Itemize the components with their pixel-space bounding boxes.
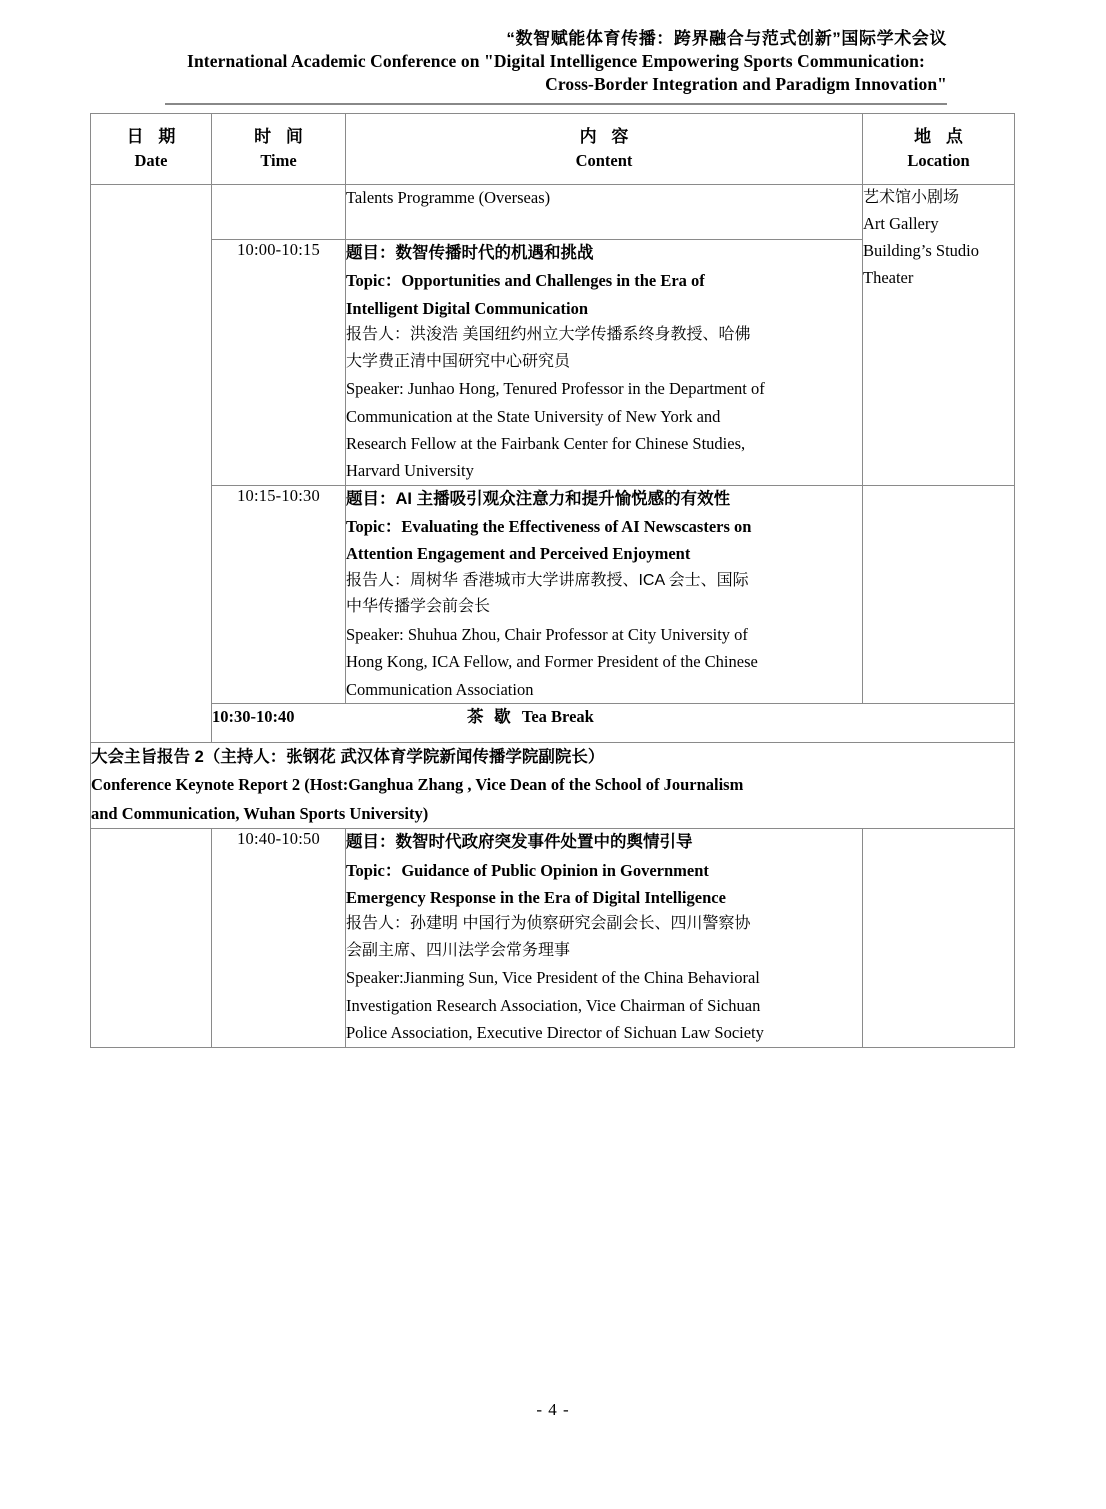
session-1-topic-en-line1: Topic：Opportunities and Challenges in the Era of [346, 271, 705, 291]
session-3-speaker-en-line2: Investigation Research Association, Vice Chairman of Sichuan [346, 995, 761, 1015]
session-3-speaker-cn-line2: 会副主席、四川法学会常务理事 [346, 941, 571, 959]
column-header-content-en: Content [575, 151, 633, 171]
session-1-speaker-en-line2: Communication at the State University of New York and [346, 406, 721, 426]
location-name-en-line3: Theater [863, 267, 914, 287]
conference-schedule-table [90, 113, 1015, 1048]
location-name-en-line1: Art Gallery [863, 214, 939, 234]
conference-title-chinese: “数智赋能体育传播：跨界融合与范式创新”国际学术会议 [506, 29, 947, 48]
column-header-time-en: Time [260, 151, 297, 171]
session-1-speaker-en-line1: Speaker: Junhao Hong, Tenured Professor in the Department of [346, 379, 765, 399]
table-row-tea-break [91, 704, 1015, 743]
keynote-2-line-en1: Conference Keynote Report 2 (Host:Ganghua Zhang , Vice Dean of the School of Journalism [91, 775, 744, 795]
column-header-content [346, 114, 863, 185]
session-1-speaker-en-line4: Harvard University [346, 461, 474, 481]
date-cell-session-3 [91, 829, 212, 1047]
content-cell-session-3 [346, 829, 863, 1047]
session-3-topic-en-line2: Emergency Response in the Era of Digital Intelligence [346, 887, 726, 907]
session-3-speaker-cn-line1: 报告人：孙建明 中国行为侦察研究会副会长、四川警察协 [346, 915, 751, 933]
location-cell-empty-session-3 [863, 829, 1015, 1047]
session-2-speaker-en-line3: Communication Association [346, 679, 534, 699]
content-cell-session-1 [346, 240, 863, 486]
session-2-speaker-en-line2: Hong Kong, ICA Fellow, and Former President of the Chinese [346, 652, 758, 672]
time-cell-session-2: 10:15-10:30 [212, 485, 346, 703]
column-header-time-cn: 时 间 [254, 126, 308, 146]
column-header-location-en: Location [907, 151, 970, 171]
keynote-2-line-cn: 大会主旨报告 2（主持人：张钢花 武汉体育学院新闻传播学院副院长） [91, 748, 605, 767]
session-2-speaker-en-line1: Speaker: Shuhua Zhou, Chair Professor at City University of [346, 624, 748, 644]
column-header-date-en: Date [134, 151, 168, 171]
location-name-cn: 艺术馆小剧场 [863, 189, 960, 206]
session-2-speaker-cn-line2: 中华传播学会前会长 [346, 598, 491, 616]
location-cell [863, 185, 1015, 486]
session-2-title-cn: 题目：AI 主播吸引观众注意力和提升愉悦感的有效性 [346, 489, 731, 508]
page-number: - 4 - [536, 1400, 570, 1419]
table-row-keynote-2-banner [91, 743, 1015, 829]
conference-title-english-line1: International Academic Conference on "Digital Intelligence Empowering Sports Communication: [187, 51, 925, 72]
session-1-title-cn: 题目：数智传播时代的机遇和挑战 [346, 244, 594, 262]
column-header-location-cn: 地 点 [914, 126, 968, 146]
column-header-date-cn: 日 期 [126, 126, 181, 146]
location-name-en-line2: Building’s Studio [863, 240, 979, 260]
tea-break-label-en: Tea Break [521, 707, 594, 727]
tea-break-time: 10:30-10:40 [212, 707, 295, 727]
date-cell [91, 185, 212, 743]
session-1-speaker-cn-line2: 大学费正清中国研究中心研究员 [346, 352, 571, 370]
table-header-row [91, 114, 1015, 185]
content-cell-session-2 [346, 485, 863, 703]
page-header [165, 28, 947, 96]
session-1-topic-en-line2: Intelligent Digital Communication [346, 298, 588, 318]
session-3-topic-en-line1: Topic：Guidance of Public Opinion in Government [346, 860, 709, 880]
time-cell-continuation [212, 185, 346, 240]
tea-break-label-cn: 茶 歇 [467, 708, 514, 727]
location-cell-empty-session-2 [863, 485, 1015, 703]
time-cell-session-1: 10:00-10:15 [212, 240, 346, 486]
header-divider-rule [165, 103, 947, 105]
session-3-speaker-en-line1: Speaker:Jianming Sun, Vice President of the China Behavioral [346, 968, 760, 988]
conference-title-english-line2: Cross-Border Integration and Paradigm Innovation" [545, 73, 947, 94]
column-header-date [91, 114, 212, 185]
table-row-continuation [91, 185, 1015, 240]
column-header-content-cn: 内 容 [579, 126, 634, 146]
talents-programme-text: Talents Programme (Overseas) [346, 188, 551, 207]
page-footer [0, 1400, 1106, 1420]
session-2-topic-en-line2: Attention Engagement and Perceived Enjoyment [346, 544, 691, 564]
time-cell-session-3: 10:40-10:50 [212, 829, 346, 1047]
table-row-session-3 [91, 829, 1015, 1047]
session-3-title-cn: 题目：数智时代政府突发事件处置中的舆情引导 [346, 833, 693, 852]
session-2-speaker-cn-line1: 报告人：周树华 香港城市大学讲席教授、ICA 会士、国际 [346, 571, 749, 589]
session-1-speaker-cn-line1: 报告人：洪浚浩 美国纽约州立大学传播系终身教授、哈佛 [346, 326, 751, 344]
content-cell-continuation [346, 185, 863, 240]
session-2-topic-en-line1: Topic：Evaluating the Effectiveness of AI Newscasters on [346, 517, 752, 537]
keynote-2-line-en2: and Communication, Wuhan Sports University) [91, 803, 429, 823]
tea-break-cell [212, 704, 1015, 743]
session-3-speaker-en-line3: Police Association, Executive Director of Sichuan Law Society [346, 1023, 764, 1043]
session-1-speaker-en-line3: Research Fellow at the Fairbank Center for Chinese Studies, [346, 433, 746, 453]
keynote-2-cell [91, 743, 1015, 829]
column-header-time [212, 114, 346, 185]
column-header-location [863, 114, 1015, 185]
table-row-session-2 [91, 485, 1015, 703]
